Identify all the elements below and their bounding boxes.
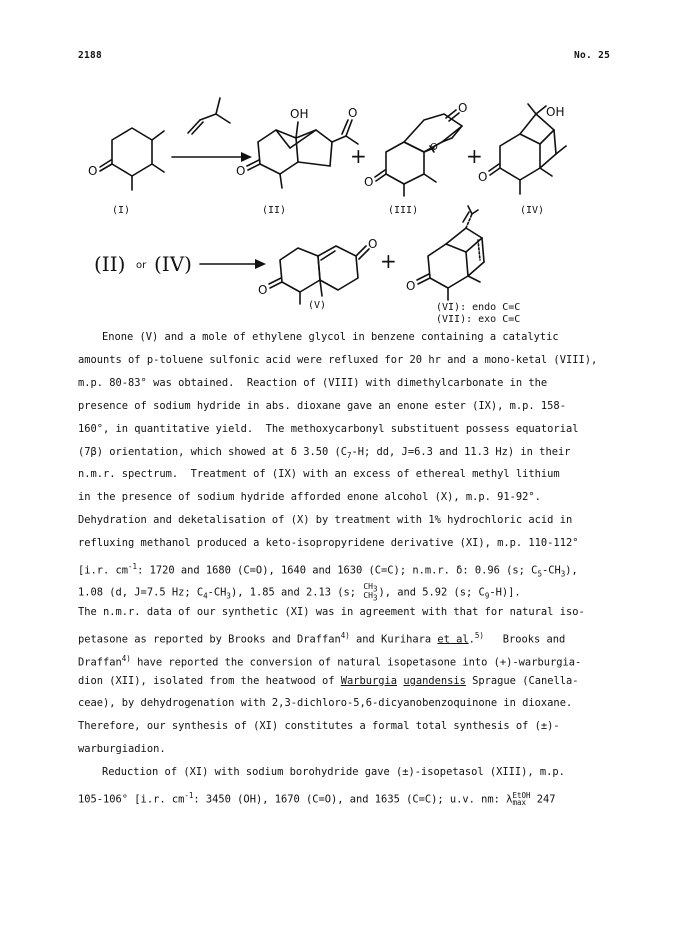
reaction-arrow-2 bbox=[200, 259, 266, 269]
journal-issue: No. 25 bbox=[574, 50, 611, 61]
svg-text:O: O bbox=[258, 283, 268, 297]
svg-text:O: O bbox=[406, 279, 416, 293]
svg-text:O: O bbox=[364, 175, 374, 189]
svg-text:O: O bbox=[478, 170, 488, 184]
text-line: ceae), by dehydrogenation with 2,3-dichloro-5,6-dicyanobenzoquinone in dioxane. bbox=[78, 697, 573, 710]
label-IV: (IV) bbox=[520, 205, 545, 216]
plus-1: + bbox=[350, 144, 367, 168]
text-line: amounts of p-toluene sulfonic acid were refluxed for 20 hr and a mono-ketal (VIII), bbox=[78, 353, 598, 366]
plus-3: + bbox=[380, 249, 397, 273]
text-line: refluxing methanol produced a keto-isopropyridene derivative (XI), m.p. 110-112° bbox=[78, 537, 579, 550]
text-line: 160°, in quantitative yield. The methoxycarbonyl substituent possess equatorial bbox=[78, 422, 579, 435]
reaction-arrow-1 bbox=[172, 152, 252, 162]
compound-VI-VII bbox=[406, 206, 520, 325]
label-III: (III) bbox=[388, 205, 419, 216]
text-line: 105-106° [i.r. $cm^{-1}$: 3450 (OH), 1670 (C=O), and 1635 (C=C); u.v. nm: λEtOH max 247 bbox=[78, 791, 556, 808]
text-line: in the presence of sodium hydride afforded enone alcohol (X), m.p. 91-92°. bbox=[78, 491, 541, 504]
svg-text:O: O bbox=[236, 164, 246, 178]
svg-text:O: O bbox=[368, 237, 378, 251]
text-line: n.m.r. spectrum. Treatment of (IX) with an excess of ethereal methyl lithium bbox=[78, 468, 560, 481]
text-line: 1.08 (d, J=7.5 Hz; $C_4-CH_3$), 1.85 and 2.13 (s; $CH_3$ $CH_3$), and 5.92 (s; $C_9-H$)]. bbox=[78, 581, 521, 604]
svg-text:O: O bbox=[430, 142, 438, 153]
label-VI: (VI): endo C=C bbox=[436, 302, 521, 313]
text-line: Therefore, our synthesis of (XI) constitutes a formal total synthesis of (±)- bbox=[78, 720, 560, 733]
compound-II bbox=[236, 106, 358, 216]
methyl-vinyl-ketone-reagent bbox=[188, 98, 230, 134]
text-line: warburgiadion. bbox=[78, 743, 166, 756]
reactant-II-label: (II) bbox=[94, 252, 126, 276]
svg-text:O: O bbox=[458, 101, 468, 115]
text-line: dion (XII), isolated from the heatwood of Warburgia ugandensis Sprague (Canella- bbox=[78, 674, 579, 687]
label-I: (I) bbox=[112, 205, 131, 216]
svg-text:O: O bbox=[348, 106, 358, 120]
svg-text:OH: OH bbox=[290, 107, 309, 121]
text-line: petasone as reported by Brooks and Draffan$^{4)}$ and Kurihara et al.$^{5)}$ Brooks and bbox=[78, 630, 566, 646]
label-VII: (VII): exo C=C bbox=[436, 314, 521, 325]
text-line: Draffan$^{4)}$ have reported the conversion of natural isopetasone into (+)-warburgia- bbox=[78, 653, 582, 669]
text-line: The n.m.r. data of our synthetic (XI) was in agreement with that for natural iso- bbox=[78, 605, 585, 618]
label-II: (II) bbox=[262, 205, 287, 216]
compound-IV bbox=[478, 104, 566, 216]
text-line: Dehydration and deketalisation of (X) by treatment with 1% hydrochloric acid in bbox=[78, 514, 573, 527]
compound-III bbox=[364, 101, 467, 216]
text-line: [i.r. $cm^{-1}$: 1720 and 1680 (C=O), 1640 and 1630 (C=C); n.m.r. δ: 0.96 (s; $C_5-CH_3$), bbox=[78, 562, 578, 579]
svg-text:O: O bbox=[88, 164, 98, 178]
svg-text:OH: OH bbox=[546, 105, 565, 119]
compound-V bbox=[258, 237, 377, 311]
text-line: (7β) orientation, which showed at δ 3.50 ($C_7-H$; dd, J=6.3 and 11.3 Hz) in their bbox=[78, 445, 571, 460]
page-number: 2188 bbox=[78, 50, 103, 61]
plus-2: + bbox=[466, 144, 483, 168]
label-V: (V) bbox=[308, 300, 327, 311]
text-line: Enone (V) and a mole of ethylene glycol in benzene containing a catalytic bbox=[102, 331, 559, 343]
reaction-schemes bbox=[0, 0, 680, 330]
compound-I bbox=[88, 128, 164, 216]
text-line: presence of sodium hydride in abs. dioxane gave an enone ester (IX), m.p. 158- bbox=[78, 399, 566, 412]
reactant-IV-label: (IV) bbox=[154, 252, 192, 276]
text-line: m.p. 80-83° was obtained. Reaction of (VIII) with dimethylcarbonate in the bbox=[78, 376, 548, 389]
or-label: or bbox=[136, 260, 147, 271]
text-line: Reduction of (XI) with sodium borohydride gave (±)-isopetasol (XIII), m.p. bbox=[102, 766, 565, 779]
